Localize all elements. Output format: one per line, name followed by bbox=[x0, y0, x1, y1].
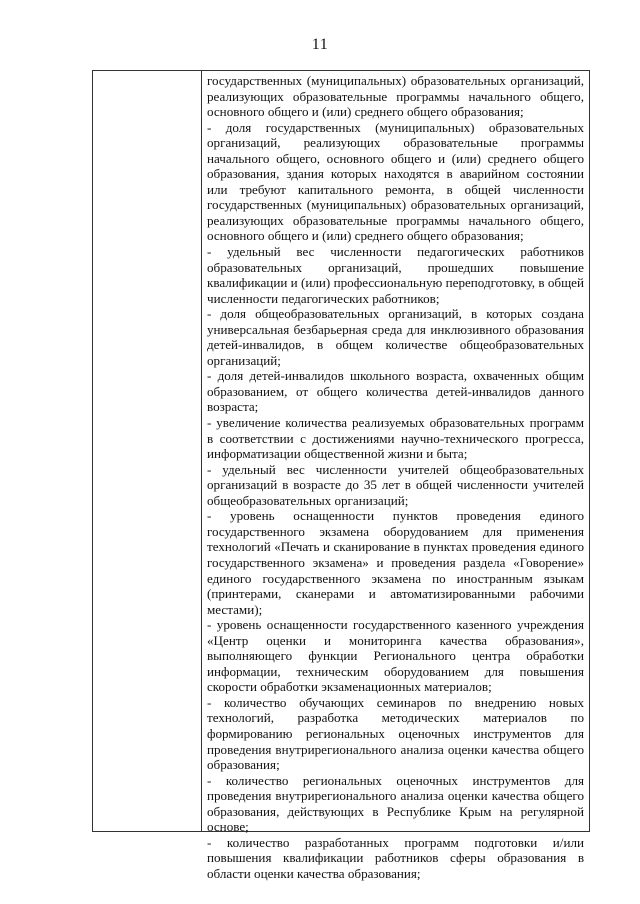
content-table bbox=[92, 70, 590, 881]
list-item: - количество обучающих семинаров по внедрению новых технологий, разработка методических материалов по формированию региональных оценочных инструментов для проведения внутрирегионального анализа оценки качества общего образования; bbox=[207, 694, 584, 773]
list-item: - количество региональных оценочных инструментов для проведения внутрирегионального анализа оценки качества общего образования, действующих в Республике Крым на регулярной основе; bbox=[207, 772, 584, 835]
list-item: - увеличение количества реализуемых образовательных программ в соответствии с достижениями научно-технического прогресса, информатизации общественной жизни и быта; bbox=[207, 415, 584, 462]
list-item: - уровень оснащенности государственного казенного учреждения «Центр оценки и мониторинга качества образования», выполняющего функции Регионального центра обработки информации, техническим оборудованием для повышения скорости обработки экзаменационных материалов; bbox=[207, 617, 584, 695]
list-item: - удельный вес численности учителей общеобразовательных организаций в возрасте до 35 лет в общей численности учителей общеобразовательных организаций; bbox=[207, 461, 584, 508]
list-item: - доля государственных (муниципальных) образовательных организаций, реализующих образовательные программы начального общего, основного общего и (или) среднего общего образования, здания которых находятся в аварийном состоянии или требуют капитального ремонта, в общей численности государственных (муниципальных) образовательных организаций, реализующих образовательные программы начального общего, основного общего и (или) среднего общего образования; bbox=[207, 119, 584, 244]
list-item: - удельный вес численности педагогических работников образовательных организаций, прошедших повышение квалификации и (или) профессиональную переподготовку, в общей численности педагогических работников; bbox=[207, 244, 584, 306]
list-item: - доля общеобразовательных организаций, в которых создана универсальная безбарьерная среда для инклюзивного образования детей-инвалидов, в общем количестве общеобразовательных организаций; bbox=[207, 306, 584, 368]
list-item: - доля детей-инвалидов школьного возраста, охваченных общим образованием, от общего количества детей-инвалидов данного возраста; bbox=[207, 368, 584, 415]
list-item: - уровень оснащенности пунктов проведения единого государственного экзамена оборудованием для применения технологий «Печать и сканирование в пунктах проведения единого государственного экзамена» и проведения раздела «Говорение» единого государственного экзамена по иностранным языкам (принтерами, сканерами и автоматизированными рабочими местами); bbox=[207, 508, 584, 617]
table-right-cell bbox=[203, 73, 587, 881]
page-number: 11 bbox=[311, 36, 329, 53]
table-left-cell bbox=[93, 71, 202, 831]
list-item: государственных (муниципальных) образовательных организаций, реализующих образовательные программы начального общего, основного общего и (или) среднего общего образования; bbox=[207, 73, 584, 120]
list-item: - количество разработанных программ подготовки и/или повышения квалификации работников сферы образования в области оценки качества образования; bbox=[207, 834, 584, 881]
